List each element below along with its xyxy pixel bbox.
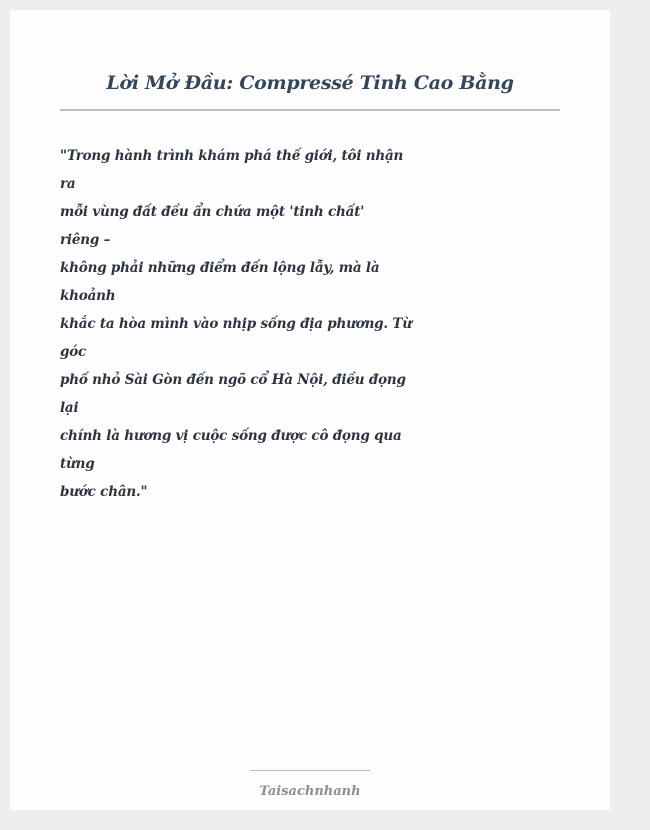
title-divider	[60, 109, 560, 111]
body-line: phố nhỏ Sài Gòn đến ngõ cổ Hà Nội, điều đọng	[60, 372, 406, 388]
body-line: chính là hương vị cuộc sống được cô đọng qua	[60, 428, 402, 444]
body-line: góc	[60, 344, 87, 360]
body-line: mỗi vùng đất đều ẩn chứa một 'tinh chất'	[60, 204, 365, 220]
footer-brand: Taisachnhanh	[259, 784, 361, 799]
body-line: lại	[60, 400, 79, 416]
body-line: "Trong hành trình khám phá thế giới, tôi nhận	[60, 148, 404, 164]
body-line: ra	[60, 176, 76, 192]
footer-divider	[250, 770, 370, 771]
page-title: Lời Mở Đầu: Compressé Tinh Cao Bằng	[106, 72, 514, 94]
document-page	[10, 10, 610, 810]
body-line: khắc ta hòa mình vào nhịp sống địa phương. Từ	[60, 316, 412, 332]
body-line: từng	[60, 456, 95, 472]
body-paragraph	[60, 142, 412, 506]
body-line: riêng –	[60, 232, 111, 248]
body-line: khoảnh	[60, 288, 116, 304]
body-line: bước chân."	[60, 484, 148, 500]
body-line: không phải những điểm đến lộng lẫy, mà là	[60, 260, 380, 276]
